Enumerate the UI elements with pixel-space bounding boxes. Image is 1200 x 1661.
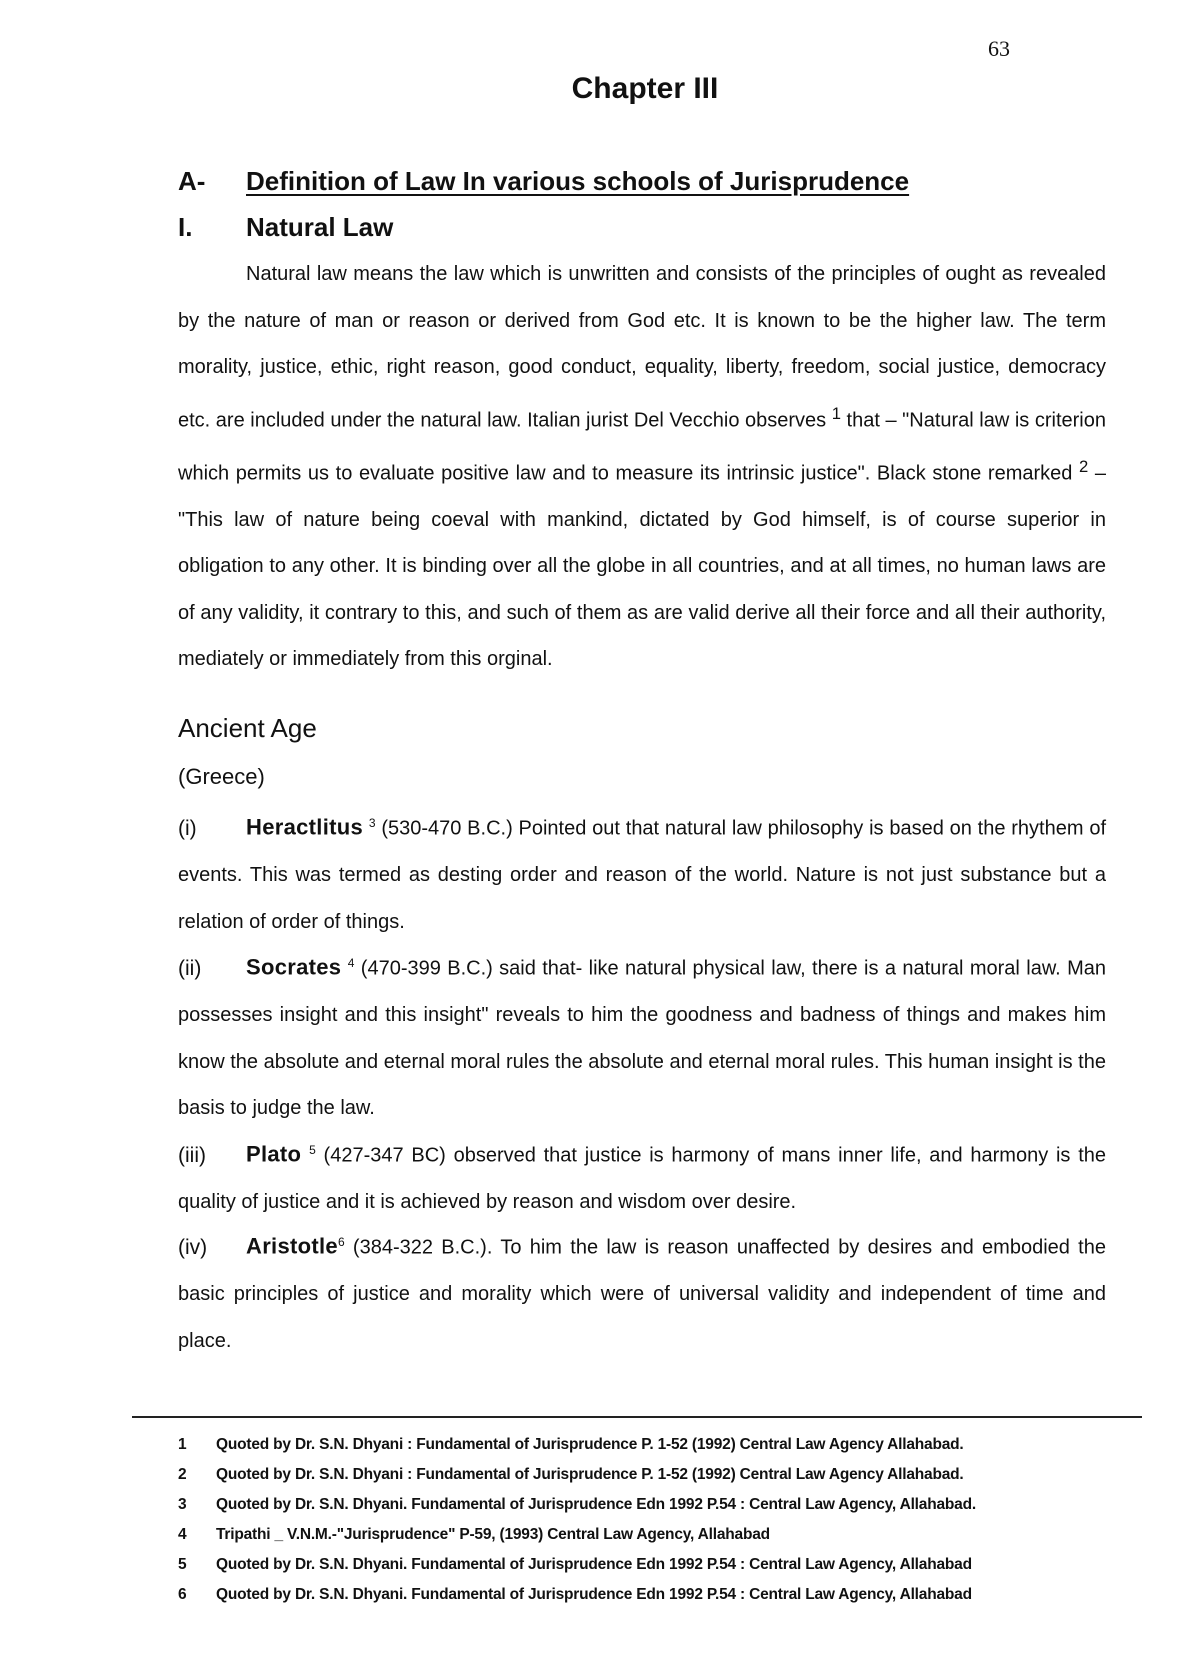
philosopher-name: Plato	[246, 1141, 302, 1167]
page-number: 63	[988, 36, 1010, 61]
section-marker: A-	[178, 166, 206, 196]
item-number: (iii)	[178, 1143, 206, 1167]
footnote	[178, 1520, 1138, 1550]
section-title: Definition of Law In various schools of Jurisprudence	[246, 166, 910, 196]
philosopher-name: Aristotle	[246, 1233, 338, 1259]
paragraph-text: – "This law of nature being coeval with mankind, dictated by God himself, is of course superior in obligation to any other. It is binding over all the globe in all countries, and at all times, no human laws are of any validity, it contrary to this, and such of them as are valid derive all their force and all their authority, mediately or immediately from this orginal.	[178, 462, 1106, 671]
footnote-text: Quoted by Dr. S.N. Dhyani. Fundamental of Jurisprudence Edn 1992 P.54 : Central Law Agency, Allahabad.	[216, 1496, 976, 1513]
item-number: (ii)	[178, 956, 202, 980]
footnote-number: 5	[178, 1556, 187, 1573]
footnote-number: 3	[178, 1496, 187, 1513]
footnote	[178, 1460, 1138, 1490]
footnote	[178, 1490, 1138, 1520]
section-title: Natural Law	[246, 212, 394, 242]
paragraph-text: that – "Natural law is criterion which permits us to evaluate positive law and to measure its intrinsic justice". Black stone remarked	[178, 409, 1106, 485]
footnotes	[178, 1430, 1138, 1610]
list-item	[178, 1219, 1106, 1364]
footnote-ref: 5	[309, 1143, 316, 1157]
section-heading-a	[178, 166, 909, 197]
footnote-divider	[132, 1416, 1142, 1418]
section-heading-i	[178, 212, 393, 243]
item-text: (530-470 B.C.) Pointed out that natural law philosophy is based on the rhythem of events. This was termed as desting order and reason of the world. Nature is not just substance but a relation of order of things.	[178, 817, 1106, 933]
footnote-text: Quoted by Dr. S.N. Dhyani. Fundamental of Jurisprudence Edn 1992 P.54 : Central Law Agency, Allahabad	[216, 1586, 972, 1603]
item-text: (427-347 BC) observed that justice is harmony of mans inner life, and harmony is the quality of justice and it is achieved by reason and wisdom over desire.	[178, 1144, 1106, 1214]
footnote-ref: 2	[1079, 456, 1089, 476]
footnote-text: Quoted by Dr. S.N. Dhyani : Fundamental of Jurisprudence P. 1-52 (1992) Central Law Agency Allahabad.	[216, 1466, 964, 1483]
footnote-number: 2	[178, 1466, 187, 1483]
list-item	[178, 1127, 1106, 1226]
footnote	[178, 1550, 1138, 1580]
footnote-ref: 4	[347, 956, 355, 970]
footnote-text: Quoted by Dr. S.N. Dhyani. Fundamental of Jurisprudence Edn 1992 P.54 : Central Law Agency, Allahabad	[216, 1556, 972, 1573]
paragraph-text: Natural law means the law which is unwritten and consists of the principles of ought as revealed by the nature of man or reason or derived from God etc. It is known to be the higher law. The term morality, justice, ethic, right reason, good conduct, equality, liberty, freedom, social justice, democracy etc. are included under the natural law. Italian jurist Del Vecchio observes	[178, 263, 1106, 432]
footnote-text: Quoted by Dr. S.N. Dhyani : Fundamental of Jurisprudence P. 1-52 (1992) Central Law Agency Allahabad.	[216, 1436, 964, 1453]
greece-heading: (Greece)	[178, 764, 265, 789]
footnote-number: 1	[178, 1436, 187, 1453]
philosopher-name: Heractlitus	[246, 814, 364, 840]
item-text: (384-322 B.C.). To him the law is reason unaffected by desires and embodied the basic principles of justice and morality which were of universal validity and independent of time and place.	[178, 1236, 1106, 1352]
chapter-title: Chapter III	[571, 72, 719, 105]
ancient-age-heading: Ancient Age	[178, 713, 317, 743]
footnote-ref: 6	[337, 1235, 345, 1249]
section-marker: I.	[178, 212, 193, 242]
footnote	[178, 1430, 1138, 1460]
item-number: (iv)	[178, 1235, 208, 1259]
list-item	[178, 800, 1106, 945]
natural-law-paragraph	[178, 251, 1106, 683]
footnote-number: 6	[178, 1586, 187, 1603]
item-number: (i)	[178, 816, 197, 840]
footnote-ref: 1	[831, 403, 841, 423]
footnote-text: Tripathi _ V.N.M.-"Jurisprudence" P-59, (1993) Central Law Agency, Allahabad	[216, 1526, 770, 1543]
item-text: (470-399 B.C.) said that- like natural physical law, there is a natural moral law. Man possesses insight and this insight" reveals to him the goodness and badness of things and makes him know the absolute and eternal moral rules the absolute and eternal moral rules. This human insight is the basis to judge the law.	[178, 957, 1106, 1120]
list-item	[178, 940, 1106, 1132]
footnote-number: 4	[178, 1526, 187, 1543]
footnote-ref: 3	[368, 816, 376, 830]
footnote	[178, 1580, 1138, 1610]
philosopher-name: Socrates	[246, 954, 342, 980]
